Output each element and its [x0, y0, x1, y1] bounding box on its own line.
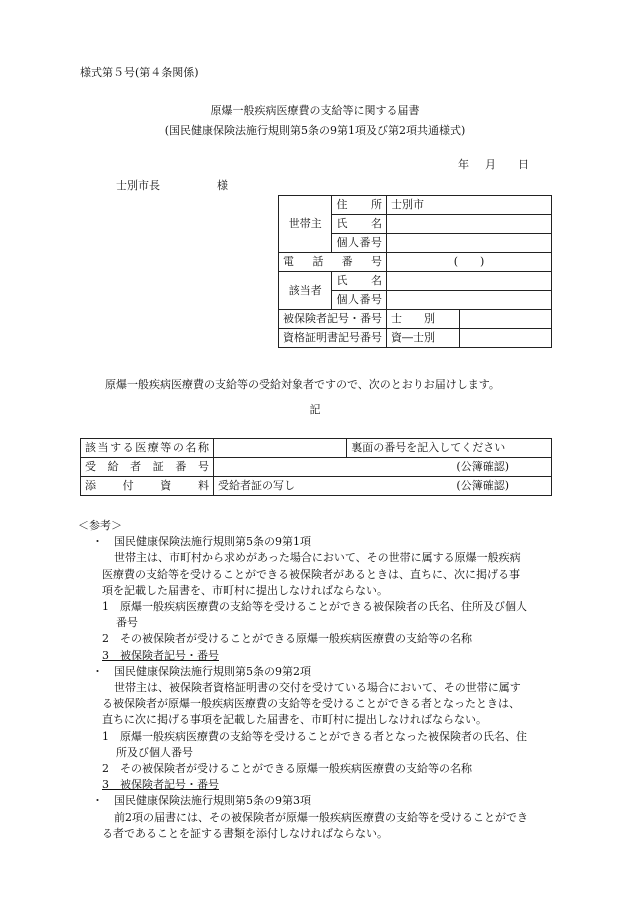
date-day: 日 — [518, 158, 529, 171]
notes-header: ＜参考＞ — [78, 519, 122, 532]
document-subtitle: (国民健康保険法施行規則第5条の9第1項及び第2項共通様式) — [164, 124, 466, 137]
personal-number-field[interactable] — [387, 234, 552, 253]
section-3-para: る者であることを証する書類を添付しなければならない。 — [102, 826, 388, 840]
section-2-para: 直ちに次に掲げる事項を記載した届書を、市町村に提出しなければならない。 — [102, 713, 487, 727]
attachment-note: (公簿確認) — [456, 479, 509, 492]
household-head-label: 世帯主 — [279, 196, 332, 253]
medical-details-table — [80, 438, 552, 496]
ki-label: 記 — [309, 403, 321, 416]
date-year: 年 — [458, 158, 469, 171]
applicant-label: 該当者 — [279, 272, 332, 310]
addressee-honorific: 様 — [217, 179, 228, 192]
section-2-para: る被保険者が原爆一般疾病医療費の支給等を受けることができる者となったときは、 — [102, 697, 520, 711]
address-field[interactable]: 士別市 — [387, 196, 552, 215]
section-3-para: 前2項の届書には、その被保険者が原爆一般疾病医療費の支給等を受けることができ — [114, 810, 528, 824]
facility-field[interactable] — [213, 439, 346, 458]
applicant-personal-number-label: 個人番号 — [332, 291, 387, 310]
section-2-item-1-cont: 所及び個人番号 — [116, 745, 193, 759]
insured-number-field[interactable] — [460, 310, 552, 329]
personal-number-label: 個人番号 — [332, 234, 387, 253]
attachment-value: 受給者証の写し — [217, 479, 295, 492]
insured-number-label: 被保険者記号・番号 — [279, 310, 387, 329]
name-label: 氏 名 — [332, 215, 387, 234]
section-1-item-2: 2 その被保険者が受けることができる原爆一般疾病医療費の支給等の名称 — [102, 632, 472, 646]
applicant-name-field[interactable] — [387, 272, 552, 291]
certificate-number-prefix: 資―士別 — [387, 329, 460, 348]
section-1-item-1-cont: 番号 — [116, 616, 138, 630]
applicant-info-table — [278, 195, 552, 348]
facility-label: 該当する医療等の名称 — [81, 439, 214, 458]
section-1-item-1: 1 原爆一般疾病医療費の支給等を受けることができる被保険者の氏名、住所及び個人 — [102, 600, 527, 614]
attachment-field — [213, 477, 551, 496]
section-1-item-3: 3 被保険者記号・番号 — [102, 648, 219, 662]
section-1-title: ・ 国民健康保険法施行規則第5条の9第1項 — [92, 535, 311, 549]
certificate-number-label: 資格証明書記号番号 — [279, 329, 387, 348]
section-2-item-2: 2 その被保険者が受けることができる原爆一般疾病医療費の支給等の名称 — [102, 762, 472, 776]
section-2-title: ・ 国民健康保険法施行規則第5条の9第2項 — [92, 664, 311, 678]
section-1-para: 項を記載した届書を、市町村に提出しなければならない。 — [102, 583, 388, 597]
recipient-cert-note: (公簿確認) — [213, 458, 551, 477]
section-2-item-1: 1 原爆一般疾病医療費の支給等を受けることができる者となった被保険者の氏名、住 — [102, 729, 527, 743]
statement-text: 原爆一般疾病医療費の支給等の受給対象者ですので、次のとおりお届けします。 — [105, 378, 500, 391]
applicant-personal-number-field[interactable] — [387, 291, 552, 310]
addressee-name: 士別市長 — [116, 179, 160, 192]
address-label: 住 所 — [332, 196, 387, 215]
section-3-title: ・ 国民健康保険法施行規則第5条の9第3項 — [92, 794, 311, 808]
section-1-para: 医療費の支給等を受けることができる被保険者があるときは、直ちに、次に掲げる事 — [102, 567, 520, 581]
certificate-number-field[interactable] — [460, 329, 552, 348]
name-field[interactable] — [387, 215, 552, 234]
form-number: 様式第５号(第４条関係) — [80, 66, 199, 79]
applicant-name-label: 氏 名 — [332, 272, 387, 291]
insured-number-prefix: 士 別 — [387, 310, 460, 329]
section-2-para: 世帯主は、被保険者資格証明書の交付を受けている場合において、その世帯に属す — [114, 681, 521, 695]
facility-note: 裏面の番号を記入してください — [347, 439, 552, 458]
section-1-para: 世帯主は、市町村から求めがあった場合において、その世帯に属する原爆一般疾病 — [114, 551, 521, 565]
phone-field[interactable]: ( ) — [387, 253, 552, 272]
attachment-label: 添 付 資 料 — [81, 477, 214, 496]
document-title: 原爆一般疾病医療費の支給等に関する届書 — [210, 104, 420, 117]
phone-label: 電 話 番 号 — [279, 253, 387, 272]
section-2-item-3: 3 被保険者記号・番号 — [102, 778, 219, 792]
recipient-cert-label: 受 給 者 証 番 号 — [81, 458, 214, 477]
reference-notes — [78, 518, 556, 842]
date-month: 月 — [485, 158, 496, 171]
